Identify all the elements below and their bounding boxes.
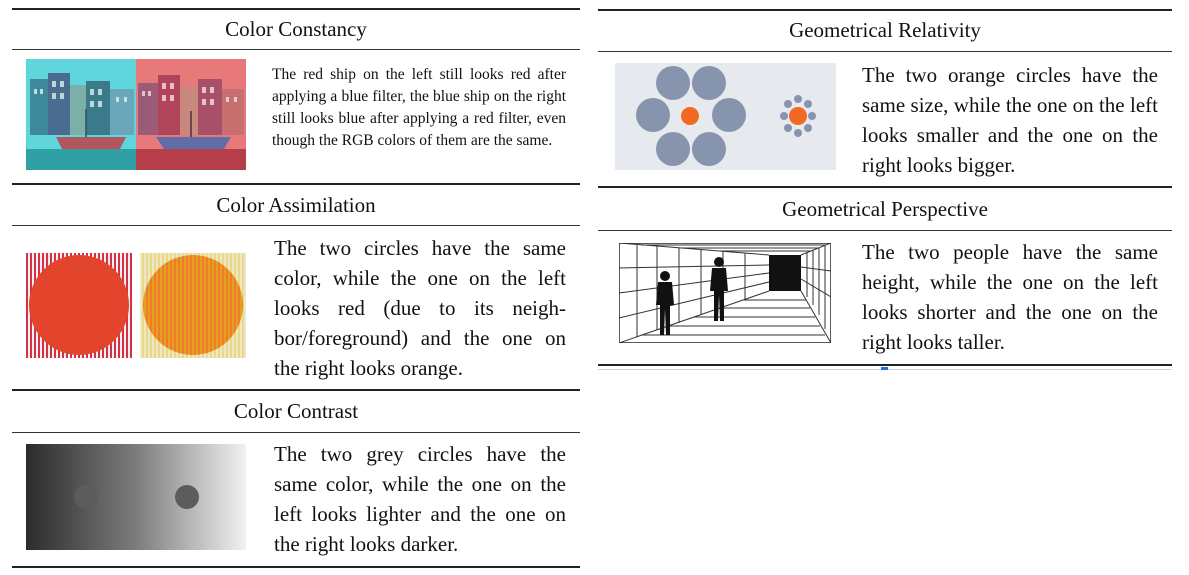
description-geometrical-perspective: The two people have the same height, while the one on the left looks shorter and the one on the right looks taller. xyxy=(862,240,1158,354)
orange-circle-left xyxy=(681,107,699,125)
color-constancy-figure xyxy=(26,59,246,170)
grey-circle-right xyxy=(175,485,199,509)
section-title-geometrical-perspective: Geometrical Perspective xyxy=(782,197,988,221)
orange-circle-right xyxy=(789,107,807,125)
description-geometrical-relativity: The two orange circles have the same size, while the one on the left looks smaller and the one on the right looks bigger. xyxy=(862,63,1158,177)
header-rule xyxy=(12,49,580,50)
header-rule xyxy=(12,225,580,226)
section-rule xyxy=(12,389,580,391)
section-title-geometrical-relativity: Geometrical Relativity xyxy=(789,18,981,42)
header-rule xyxy=(598,51,1172,52)
section-title-color-constancy: Color Constancy xyxy=(225,17,367,41)
color-assimilation-figure xyxy=(26,253,246,358)
description-color-assimilation: The two circles have the same color, while the one on the left looks red (due to its neigh-bor/foreground) and the one on the right looks orange. xyxy=(274,236,566,380)
header-rule xyxy=(12,432,580,433)
section-title-color-contrast: Color Contrast xyxy=(233,399,359,423)
description-color-contrast: The two grey circles have the same color, while the one on the left looks lighter and the one on the right looks darker. xyxy=(274,442,566,556)
section-title-color-assimilation: Color Assimilation xyxy=(216,193,376,217)
color-contrast-figure xyxy=(26,444,246,550)
description-color-constancy: The red ship on the left still looks red after applying a blue filter, the blue ship on the right still looks blue after applying a red filter, even though the RGB colors of them are the same. xyxy=(272,66,566,149)
section-rule xyxy=(598,186,1172,188)
top-rule xyxy=(12,8,580,10)
section-rule xyxy=(12,183,580,185)
selection-handle[interactable] xyxy=(881,367,888,370)
header-rule xyxy=(598,230,1172,231)
grey-circle-left xyxy=(74,485,98,509)
top-rule xyxy=(598,9,1172,11)
geometrical-relativity-figure xyxy=(615,63,836,170)
bottom-rule xyxy=(598,364,1172,366)
bottom-rule xyxy=(12,566,580,568)
geometrical-perspective-figure xyxy=(619,243,831,343)
